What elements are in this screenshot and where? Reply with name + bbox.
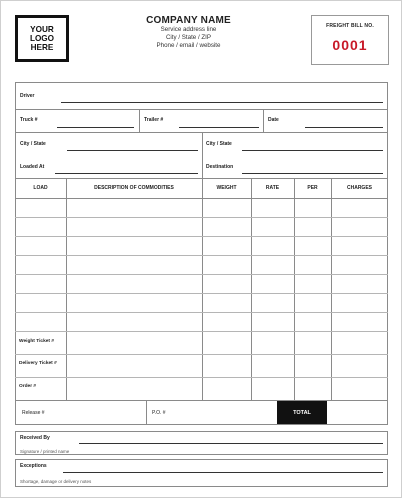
table-row[interactable] [15, 217, 388, 218]
city-state-label: City / State [20, 141, 46, 147]
table-row[interactable] [15, 293, 388, 294]
divider [139, 109, 140, 132]
po-label: P.O. # [152, 410, 166, 416]
table-header-charges: CHARGES [346, 185, 372, 191]
trailer-label: Trailer # [144, 117, 164, 123]
table-header-per: PER [307, 185, 318, 191]
trailer-field[interactable] [179, 127, 259, 128]
table-row[interactable] [15, 274, 388, 275]
table-column-divider [202, 178, 203, 400]
driver-field[interactable] [61, 102, 383, 103]
received-by-field[interactable] [79, 443, 383, 444]
logo-text: YOUR LOGO HERE [29, 25, 55, 52]
table-row[interactable] [15, 331, 388, 332]
loaded-at-label: Loaded At [20, 164, 45, 170]
table-header-weight: WEIGHT [216, 185, 237, 191]
city-state-field[interactable] [67, 150, 198, 151]
divider [263, 109, 264, 132]
company-name: COMPANY NAME [146, 15, 231, 26]
company-contact: Phone / email / website [156, 42, 221, 49]
signature-hint: Signature / printed name [20, 449, 70, 454]
exceptions-field[interactable] [63, 472, 383, 473]
exceptions-hint: Shortage, damage or delivery notes [20, 479, 92, 484]
city-state-field[interactable] [242, 150, 383, 151]
freight-bill-label: FREIGHT BILL NO. [326, 23, 374, 29]
company-logo [15, 15, 69, 62]
table-column-divider [251, 178, 252, 400]
table-row[interactable] [15, 312, 388, 313]
total-label: TOTAL [277, 401, 327, 424]
truck-label: Truck # [20, 117, 38, 123]
destination-label: Destination [206, 164, 234, 170]
destination-field[interactable] [242, 173, 383, 174]
table-header-rate: RATE [265, 185, 280, 191]
delivery-ticket-label: Delivery Ticket # [19, 361, 57, 366]
table-header-description: DESCRIPTION OF COMMODITIES [94, 185, 174, 191]
freight-bill-number: 0001 [332, 37, 368, 53]
company-header [121, 15, 256, 50]
company-city: City / State / ZIP [165, 34, 212, 41]
date-field[interactable] [305, 127, 383, 128]
table-row[interactable] [15, 255, 388, 256]
divider [146, 400, 147, 425]
city-state-label: City / State [206, 141, 232, 147]
driver-label: Driver [20, 93, 35, 99]
truck-field[interactable] [57, 127, 134, 128]
divider [15, 109, 388, 110]
company-address: Service address line [160, 26, 217, 33]
exceptions-label: Exceptions [20, 463, 47, 469]
divider [202, 132, 203, 178]
table-row[interactable] [15, 354, 388, 355]
order-label: Order # [19, 384, 37, 389]
received-by-label: Received By [20, 435, 50, 441]
freight-bill-number-box [311, 15, 389, 65]
release-label: Release # [22, 410, 45, 416]
table-row[interactable] [15, 377, 388, 378]
table-header-load: LOAD [33, 185, 48, 191]
date-label: Date [268, 117, 279, 123]
divider [15, 400, 388, 401]
table-column-divider [331, 178, 332, 400]
table-row[interactable] [15, 236, 388, 237]
table-column-divider [66, 178, 67, 400]
weight-ticket-label: Weight Ticket # [19, 339, 55, 344]
table-column-divider [294, 178, 295, 400]
loaded-at-field[interactable] [55, 173, 198, 174]
